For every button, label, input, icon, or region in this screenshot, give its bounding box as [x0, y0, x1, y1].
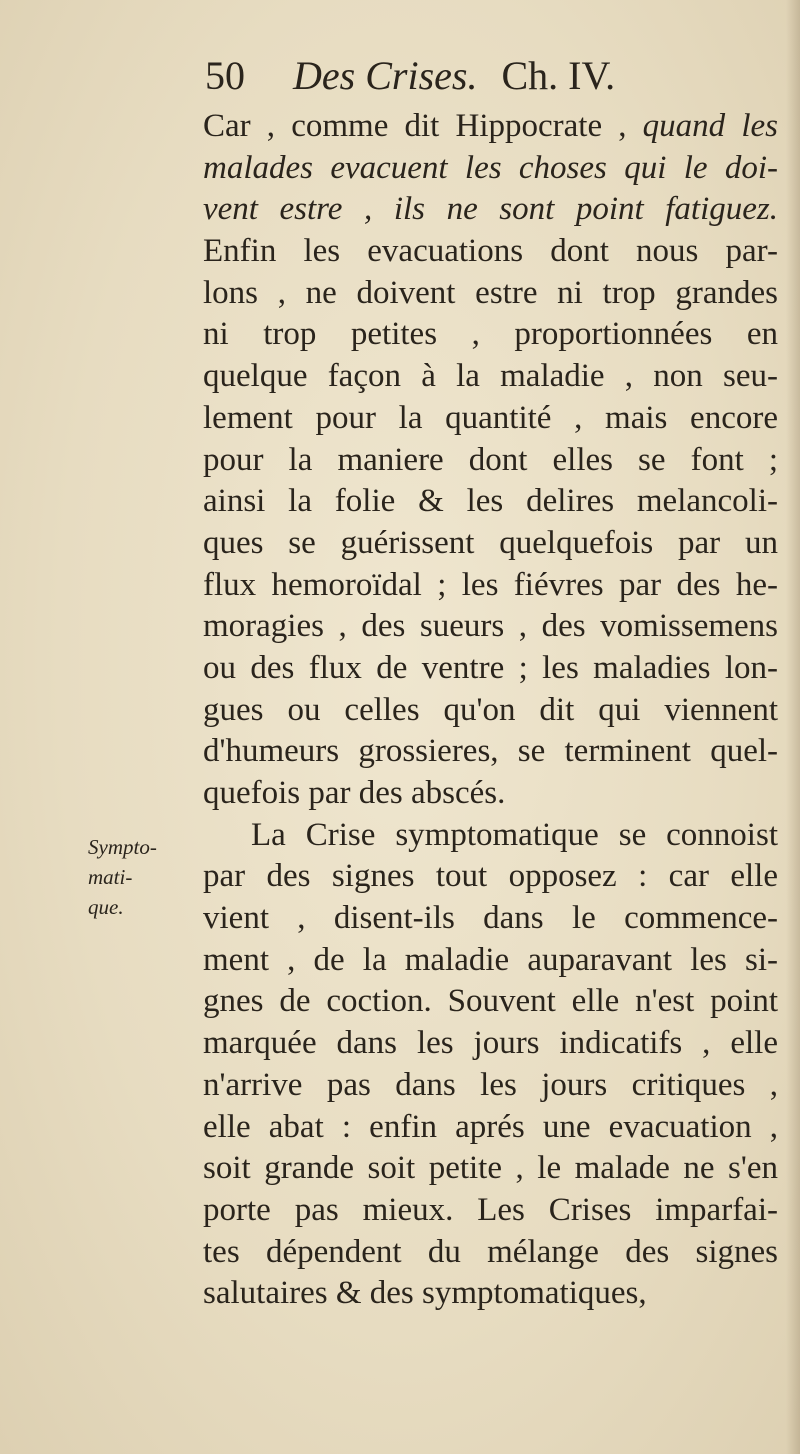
- margin-note-line: que.: [88, 895, 124, 919]
- text-line-content: gues ou celles qu'on dit qui viennent: [203, 691, 778, 728]
- text-line: [203, 940, 778, 982]
- text-line: [203, 565, 778, 607]
- running-title: Des Crises.: [293, 53, 478, 98]
- text-line-content: n'arrive pas dans les jours critiques ,: [203, 1066, 778, 1103]
- text-line: [203, 440, 778, 482]
- text-line: [203, 731, 778, 773]
- text-line-italic: quand les: [626, 108, 778, 144]
- text-line-content: Car , comme dit Hippocrate ,: [203, 108, 627, 144]
- text-line-content: quelque façon à la maladie , non seu-: [203, 358, 778, 395]
- page-edge-shadow: [786, 0, 800, 1454]
- text-line: [203, 981, 778, 1023]
- text-line-content: ainsi la folie & les delires melancoli-: [203, 483, 778, 520]
- text-line: [203, 856, 778, 898]
- text-line-content: ni trop petites , proportionnées en: [203, 316, 778, 353]
- text-line: [203, 1065, 778, 1107]
- text-line-content: quefois par des abscés.: [203, 775, 506, 811]
- text-line: [203, 273, 778, 315]
- text-line: [203, 189, 778, 231]
- text-line: [203, 314, 778, 356]
- chapter-label: Ch. IV.: [501, 53, 616, 98]
- text-line-content: porte pas mieux. Les Crises imparfai-: [203, 1191, 778, 1228]
- text-line-content: lons , ne doivent estre ni trop grandes: [203, 274, 778, 311]
- text-line: [203, 1148, 778, 1190]
- text-line: [203, 1107, 778, 1149]
- text-line-content: gnes de coction. Souvent elle n'est point: [203, 983, 778, 1020]
- text-line-content: Enfin les evacuations dont nous par-: [203, 233, 778, 270]
- text-line-content: flux hemoroïdal ; les fiévres par des he-: [203, 566, 778, 603]
- text-line-content: ou des flux de ventre ; les maladies lon-: [203, 649, 778, 686]
- text-line: [203, 1190, 778, 1232]
- text-line: [203, 356, 778, 398]
- text-line-content: La Crise symptomatique se connoist: [251, 816, 778, 853]
- text-line-content: tes dépendent du mélange des signes: [203, 1233, 778, 1270]
- text-line: [203, 1023, 778, 1065]
- text-line: [203, 606, 778, 648]
- text-line-content: salutaires & des symptomatiques,: [203, 1275, 647, 1312]
- text-line-content: moragies , des sueurs , des vomissemens: [203, 608, 778, 645]
- text-line: [203, 148, 778, 190]
- text-line: [203, 1232, 778, 1274]
- margin-note: [88, 832, 188, 922]
- text-line: [203, 815, 778, 857]
- text-line-content: vent estre , ils ne sont point fatiguez.: [203, 191, 778, 228]
- text-line-content: vient , disent-ils dans le commence-: [203, 900, 778, 937]
- text-line-content: elle abat : enfin aprés une evacuation ,: [203, 1108, 778, 1145]
- text-line: [203, 773, 778, 815]
- text-line-content: lement pour la quantité , mais encore: [203, 399, 778, 436]
- text-line-content: par des signes tout opposez : car elle: [203, 858, 778, 895]
- text-line: [203, 898, 778, 940]
- text-line-content: d'humeurs grossieres, se terminent quel-: [203, 733, 778, 770]
- text-line: [203, 523, 778, 565]
- text-line: [203, 398, 778, 440]
- text-line: [203, 648, 778, 690]
- margin-note-line: mati-: [88, 865, 133, 889]
- text-line: [203, 231, 778, 273]
- text-line-content: marquée dans les jours indicatifs , elle: [203, 1025, 778, 1062]
- body-text: [203, 106, 778, 1315]
- text-line-content: pour la maniere dont elles se font ;: [203, 441, 778, 478]
- text-line-content: soit grande soit petite , le malade ne s'en: [203, 1150, 778, 1187]
- text-line: [203, 1273, 778, 1315]
- page-number: 50: [205, 53, 245, 98]
- running-head: [205, 52, 765, 100]
- text-line: [203, 690, 778, 732]
- text-line: [203, 481, 778, 523]
- text-line-content: malades evacuent les choses qui le doi-: [203, 149, 778, 186]
- text-line-content: ment , de la maladie auparavant les si-: [203, 941, 778, 978]
- text-line-content: ques se guérissent quelquefois par un: [203, 524, 778, 561]
- margin-note-line: Sympto-: [88, 835, 157, 859]
- text-line: [203, 106, 778, 148]
